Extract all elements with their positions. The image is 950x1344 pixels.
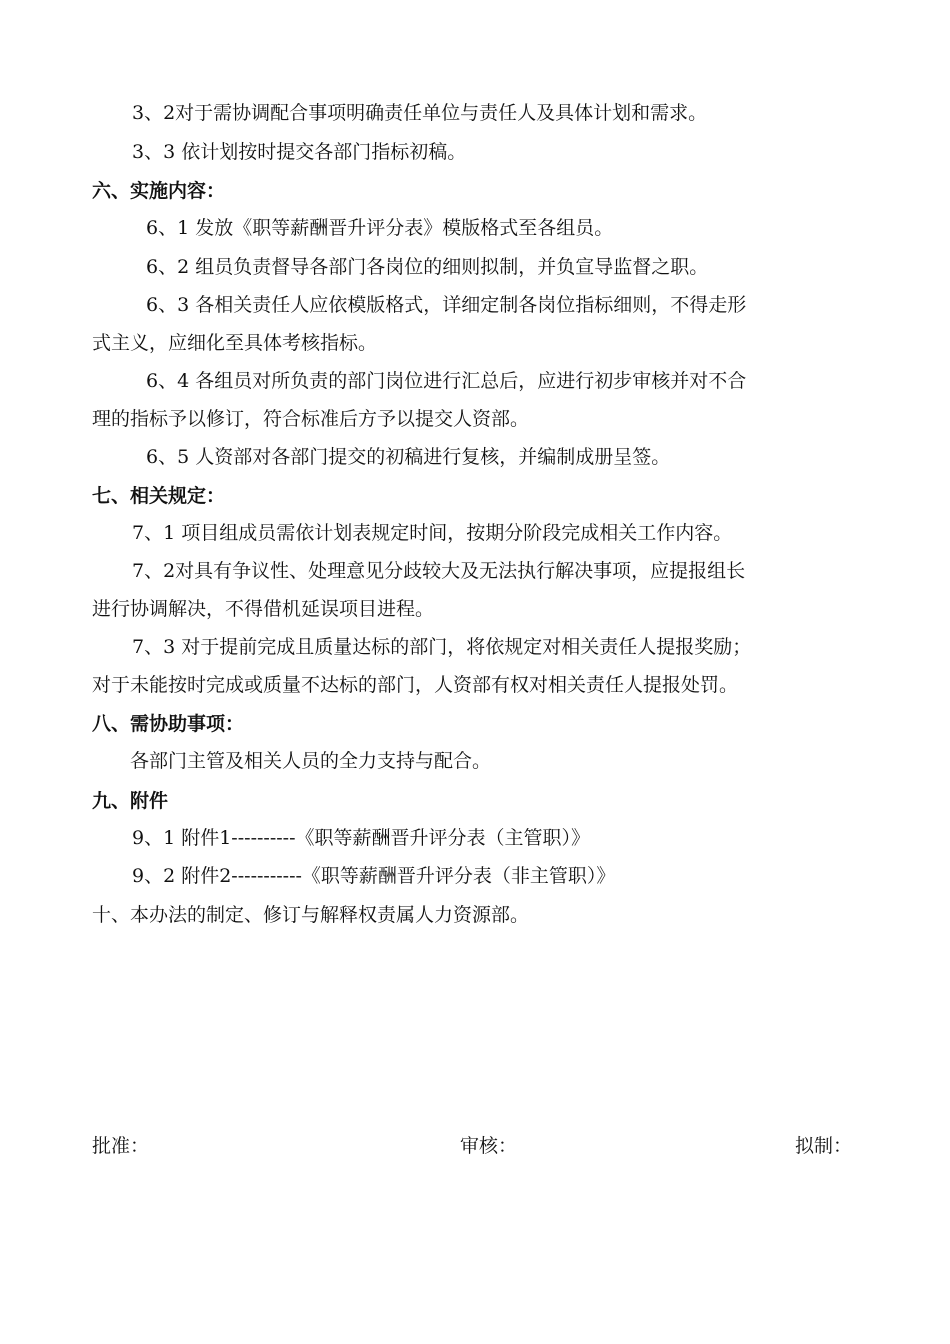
paragraph-7-1: 7、1 项目组成员需依计划表规定时间，按期分阶段完成相关工作内容。	[132, 522, 733, 544]
review-label: 审核：	[460, 1135, 518, 1157]
paragraph-6-2: 6、2 组员负责督导各部门各岗位的细则拟制，并负宣导监督之职。	[146, 256, 709, 278]
paragraph-6-4: 6、4 各组员对所负责的部门岗位进行汇总后，应进行初步审核并对不合	[146, 370, 747, 392]
approve-label: 批准：	[92, 1135, 150, 1157]
paragraph-8: 各部门主管及相关人员的全力支持与配合。	[130, 750, 492, 772]
paragraph-7-3: 7、3 对于提前完成且质量达标的部门，将依规定对相关责任人提报奖励；	[132, 636, 752, 658]
section-heading-10: 十、本办法的制定、修订与解释权责属人力资源部。	[92, 904, 530, 926]
section-heading-6: 六、实施内容：	[92, 180, 226, 202]
paragraph-7-3-continued: 对于未能按时完成或质量不达标的部门，人资部有权对相关责任人提报处罚。	[92, 674, 739, 696]
paragraph-6-4-continued: 理的指标予以修订，符合标准后方予以提交人资部。	[92, 408, 530, 430]
section-heading-9: 九、附件	[92, 790, 169, 812]
paragraph-7-2: 7、2对具有争议性、处理意见分歧较大及无法执行解决事项，应提报组长	[132, 560, 746, 582]
attachment-9-2: 9、2 附件2-----------《职等薪酬晋升评分表（非主管职）》	[132, 865, 616, 887]
draft-label: 拟制：	[795, 1135, 853, 1157]
section-heading-8: 八、需协助事项：	[92, 713, 245, 735]
paragraph-3-2: 3、2对于需协调配合事项明确责任单位与责任人及具体计划和需求。	[132, 102, 708, 124]
section-heading-7: 七、相关规定：	[92, 485, 226, 507]
paragraph-3-3: 3、3 依计划按时提交各部门指标初稿。	[132, 141, 467, 163]
attachment-9-1: 9、1 附件1----------《职等薪酬晋升评分表（主管职）》	[132, 827, 591, 849]
paragraph-6-5: 6、5 人资部对各部门提交的初稿进行复核，并编制成册呈签。	[146, 446, 671, 468]
paragraph-7-2-continued: 进行协调解决，不得借机延误项目进程。	[92, 598, 435, 620]
paragraph-6-3: 6、3 各相关责任人应依模版格式，详细定制各岗位指标细则，不得走形	[146, 294, 747, 316]
paragraph-6-1: 6、1 发放《职等薪酬晋升评分表》模版格式至各组员。	[146, 217, 614, 239]
paragraph-6-3-continued: 式主义，应细化至具体考核指标。	[92, 332, 378, 354]
